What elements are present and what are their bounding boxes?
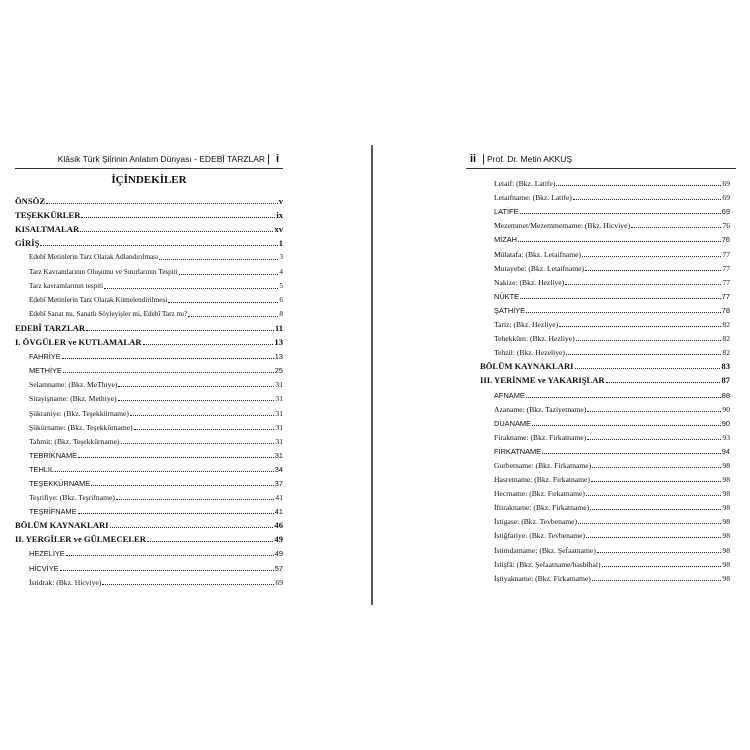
- toc-entry: [480, 498, 730, 512]
- dot-leader: [168, 302, 278, 303]
- dot-leader: [606, 382, 721, 383]
- toc-entry: [15, 502, 283, 516]
- toc-entry: [480, 329, 730, 343]
- toc-entry-label: LATİFE: [494, 207, 519, 217]
- dot-leader: [526, 312, 721, 313]
- toc-entry-label: İstişfâ: (Bkz. Şefaatname/hasbihal): [494, 559, 601, 569]
- dot-leader: [520, 213, 721, 214]
- dot-leader: [46, 203, 278, 204]
- toc-entry: [15, 418, 283, 432]
- toc-entry-label: Tehzil: (Bkz. Hezeliye): [494, 348, 565, 358]
- toc-entry-label: MİZAH: [494, 235, 517, 245]
- dot-leader: [104, 288, 278, 289]
- toc-entry-label: KISALTMALAR: [15, 224, 80, 235]
- toc-entry-label: Şükürname: (Bkz. Teşekkürname): [29, 422, 133, 432]
- toc-entry: [15, 488, 283, 502]
- toc-entry: [480, 287, 730, 301]
- toc-entry-label: Letaifname: (Bkz. Latife): [494, 193, 572, 203]
- dot-leader: [591, 481, 721, 482]
- dot-leader: [159, 259, 278, 260]
- toc-entry: [15, 319, 283, 333]
- dot-leader: [559, 326, 721, 327]
- toc-entry-label: Şükraniye: (Bkz. Teşekkürname): [29, 408, 129, 418]
- dot-leader: [575, 368, 721, 369]
- dot-leader: [130, 415, 274, 416]
- toc-entry-page: 98: [722, 531, 730, 541]
- toc-entry-page: ix: [276, 210, 283, 221]
- book-spine: [371, 145, 373, 605]
- toc-entry-page: 69: [722, 193, 730, 203]
- toc-entry-label: Tarz Kavramlarının Oluşumu ve Sınırlarının Tespiti: [29, 267, 178, 276]
- toc-entry-label: İstiğfariye: (Bkz. Tevbename): [494, 531, 586, 541]
- dot-leader: [40, 245, 277, 246]
- toc-entry-page: 77: [722, 277, 730, 287]
- dot-leader: [60, 570, 274, 571]
- toc-entry-page: 46: [274, 520, 283, 531]
- dot-leader: [55, 471, 274, 472]
- toc-entry-page: 82: [722, 348, 730, 358]
- toc-entry-page: 37: [274, 478, 283, 488]
- toc-entry-label: Mülatafa: (Bkz. Letaifname): [494, 249, 582, 259]
- dot-leader: [587, 411, 721, 412]
- dot-leader: [121, 443, 275, 444]
- toc-entry: [480, 484, 730, 498]
- toc-entry-label: Tehekküm: (Bkz. Hezliye): [494, 334, 575, 344]
- toc-entry-label: ÖNSÖZ: [15, 196, 46, 207]
- toc-entry-label: Selamname: (Bkz. MeThiye): [29, 380, 118, 390]
- left-header-rule: [15, 168, 283, 169]
- toc-entry-label: BÖLÜM KAYNAKLARI: [15, 520, 109, 531]
- toc-entry-label: Azaname: (Bkz. Taziyetname): [494, 404, 587, 414]
- toc-entry-label: METHİYE: [29, 366, 62, 376]
- dot-leader: [86, 330, 274, 331]
- toc-entry-page: 90: [722, 404, 730, 414]
- toc-entry-page: 94: [721, 446, 730, 456]
- dot-leader: [66, 555, 274, 556]
- toc-entry-page: 49: [274, 534, 283, 545]
- toc-entry: [15, 446, 283, 460]
- toc-entry-label: İstigase: (Bkz. Tevbename): [494, 517, 578, 527]
- toc-entry: [480, 456, 730, 470]
- dot-leader: [587, 439, 721, 440]
- toc-entry-label: DUANAME: [494, 418, 531, 428]
- toc-entry-label: Tarz kavramlarının tespiti: [29, 281, 104, 290]
- toc-entry-label: III. YERİNME ve YAKARIŞLAR: [480, 375, 605, 386]
- toc-entry: [480, 188, 730, 202]
- toc-entry: [480, 569, 730, 583]
- toc-entry-label: Nakize: (Bkz. Hezliye): [494, 277, 565, 287]
- toc-entry: [15, 516, 283, 530]
- toc-entry-page: 11: [274, 322, 283, 333]
- toc-entry: [480, 371, 730, 385]
- toc-entry-label: FAHRİYE: [29, 352, 61, 362]
- toc-entry-label: TEŞEKKÜRLER: [15, 210, 81, 221]
- dot-leader: [518, 241, 721, 242]
- toc-entry-page: 77: [722, 249, 730, 259]
- toc-entry-label: AFNAME: [494, 390, 525, 400]
- toc-entry: [480, 540, 730, 554]
- dot-leader: [566, 354, 721, 355]
- toc-entry: [480, 315, 730, 329]
- toc-entry-page: 31: [275, 394, 283, 404]
- dot-leader: [556, 185, 721, 186]
- dot-leader: [582, 256, 721, 257]
- toc-entry-page: 98: [722, 573, 730, 583]
- left-toc-list: [15, 192, 283, 587]
- toc-entry: [480, 357, 730, 371]
- toc-entry-label: HİCVİYE: [29, 563, 59, 573]
- toc-entry-page: 31: [275, 422, 283, 432]
- toc-entry-page: 88: [721, 390, 730, 400]
- toc-entry-page: 98: [722, 545, 730, 555]
- toc-entry-page: 25: [274, 366, 283, 376]
- toc-entry: [15, 361, 283, 375]
- toc-entry: [480, 230, 730, 244]
- toc-entry: [15, 305, 283, 319]
- toc-entry-label: TEBRİKNAME: [29, 450, 78, 460]
- toc-entry-label: II. YERGİLER ve GÜLMECELER: [15, 534, 146, 545]
- toc-entry-page: 69: [721, 207, 730, 217]
- toc-entry: [15, 573, 283, 587]
- toc-entry-page: 82: [722, 320, 730, 330]
- toc-entry-page: 77: [721, 291, 730, 301]
- toc-entry: [480, 442, 730, 456]
- toc-entry-page: 6: [279, 295, 283, 304]
- dot-leader: [573, 199, 722, 200]
- dot-leader: [118, 400, 275, 401]
- toc-entry-label: Teşrifiye: (Bkz. Teşrifname): [29, 493, 115, 503]
- dot-leader: [586, 537, 721, 538]
- dot-leader: [147, 541, 273, 542]
- toc-entry-label: İştiyakname: (Bkz. Firkatname): [494, 573, 591, 583]
- toc-entry-label: Hecrname: (Bkz. Fırkatname): [494, 489, 585, 499]
- toc-entry-label: EDEBÎ TARZLAR: [15, 322, 86, 333]
- toc-entry: [15, 192, 283, 206]
- author-name: Prof. Dr. Metin AKKUŞ: [486, 154, 573, 164]
- toc-entry-page: 5: [279, 281, 283, 290]
- dot-leader: [590, 509, 721, 510]
- toc-entry: [15, 558, 283, 572]
- dot-leader: [81, 217, 275, 218]
- toc-entry-page: 90: [721, 418, 730, 428]
- toc-entry: [15, 333, 283, 347]
- toc-entry-page: 3: [279, 253, 283, 262]
- toc-entry: [480, 259, 730, 273]
- toc-entry-label: İstidrak: (Bkz. Hicviye): [29, 577, 102, 587]
- toc-entry: [480, 526, 730, 540]
- toc-entry: [480, 470, 730, 484]
- toc-entry: [15, 403, 283, 417]
- toc-entry-label: ŞATHİYE: [494, 305, 526, 315]
- dot-leader: [585, 270, 721, 271]
- toc-entry-page: 76: [722, 221, 730, 231]
- toc-entry-page: 76: [721, 235, 730, 245]
- dot-leader: [143, 344, 274, 345]
- toc-entry-page: 31: [275, 408, 283, 418]
- toc-entry-label: TEŞRİFNAME: [29, 507, 77, 517]
- toc-entry-page: 69: [722, 179, 730, 189]
- toc-entry-page: 31: [274, 450, 283, 460]
- dot-leader: [592, 580, 722, 581]
- toc-entry: [15, 248, 283, 262]
- dot-leader: [565, 284, 721, 285]
- toc-entry: [15, 389, 283, 403]
- toc-entry-page: 8: [279, 309, 283, 318]
- toc-entry-label: Mutayebe: (Bkz. Letaifname): [494, 263, 585, 273]
- toc-entry-page: 83: [721, 361, 730, 372]
- toc-entry-label: TEŞEKKÜRNAME: [29, 478, 91, 488]
- toc-entry-label: BÖLÜM KAYNAKLARI: [480, 361, 574, 372]
- toc-entry-label: Edebî Metinlerin Tarz Olarak Kümelendirilmesi: [29, 295, 168, 304]
- toc-entry-label: Mezemmet/Mezemmetname: (Bkz. Hicviye): [494, 221, 631, 231]
- left-running-header: [15, 152, 283, 166]
- toc-entry-label: Tahmit: (Bkz. Teşekkürname): [29, 436, 120, 446]
- toc-entry-label: İstimdatname: (Bkz. Şefaatname): [494, 545, 596, 555]
- toc-entry-page: 78: [721, 305, 730, 315]
- toc-entry-page: 1: [278, 238, 283, 249]
- dot-leader: [576, 340, 722, 341]
- toc-entry: [480, 202, 730, 216]
- dot-leader: [586, 495, 722, 496]
- toc-entry-label: Edebî Metinlerin Tarz Olarak Adlandırılması: [29, 253, 159, 262]
- dot-leader: [118, 386, 274, 387]
- dot-leader: [578, 523, 721, 524]
- toc-entry: [480, 216, 730, 230]
- toc-entry-page: 98: [722, 503, 730, 513]
- toc-entry-page: 82: [722, 334, 730, 344]
- book-title: Klâsik Türk Şiirinin Anlatım Dünyası - EDEBÎ TARZLAR: [57, 154, 266, 164]
- toc-entry: [480, 385, 730, 399]
- dot-leader: [602, 566, 722, 567]
- toc-entry-label: Hasretname: (Bkz. Fırkatname): [494, 475, 590, 485]
- toc-entry-page: 98: [722, 460, 730, 470]
- toc-entry-page: 34: [274, 464, 283, 474]
- toc-entry-page: 4: [279, 267, 283, 276]
- header-separator: |: [482, 153, 485, 165]
- dot-leader: [80, 231, 273, 232]
- toc-entry: [480, 428, 730, 442]
- toc-entry-page: 13: [274, 352, 283, 362]
- toc-entry-page: v: [278, 196, 283, 207]
- toc-title: İÇİNDEKİLER: [111, 174, 187, 186]
- toc-entry-label: Edebî Sanat mı, Sanatlı Söyleyişler mi, Edebî Tarz mı?: [29, 309, 188, 318]
- toc-entry-page: 41: [274, 507, 283, 517]
- toc-entry-label: Sitayişname: (Bkz. Methiye): [29, 394, 117, 404]
- toc-entry-page: 49: [274, 549, 283, 559]
- dot-leader: [179, 274, 279, 275]
- right-header-rule: [466, 168, 736, 169]
- dot-leader: [116, 499, 275, 500]
- dot-leader: [532, 425, 721, 426]
- toc-entry-label: Firakname: (Bkz. Firkatname): [494, 432, 587, 442]
- dot-leader: [63, 372, 274, 373]
- toc-entry: [480, 301, 730, 315]
- dot-leader: [78, 457, 274, 458]
- toc-entry: [480, 512, 730, 526]
- right-running-header: [466, 152, 736, 166]
- toc-entry: [480, 555, 730, 569]
- toc-entry-page: 98: [722, 475, 730, 485]
- toc-entry: [480, 174, 730, 188]
- toc-entry-page: 93: [722, 432, 730, 442]
- toc-entry: [480, 343, 730, 357]
- toc-entry-label: GİRİŞ: [15, 238, 40, 249]
- toc-entry: [15, 375, 283, 389]
- toc-entry-label: HEZELİYE: [29, 549, 65, 559]
- dot-leader: [78, 513, 274, 514]
- left-page-number: i: [275, 153, 279, 165]
- toc-entry-label: FİRKATNAME: [494, 446, 542, 456]
- dot-leader: [597, 552, 722, 553]
- toc-entry: [15, 347, 283, 361]
- toc-entry-label: İftirakname: (Bkz. Firkatname): [494, 503, 590, 513]
- left-page: [0, 0, 372, 750]
- toc-entry: [480, 244, 730, 258]
- toc-entry-page: 98: [722, 559, 730, 569]
- toc-entry-label: Letaif: (Bkz. Latife): [494, 179, 556, 189]
- dot-leader: [520, 298, 721, 299]
- toc-entry-page: 13: [274, 337, 283, 348]
- toc-entry-label: TEHLİL: [29, 464, 55, 474]
- dot-leader: [102, 584, 274, 585]
- dot-leader: [526, 397, 721, 398]
- toc-entry-label: I. ÖVGÜLER ve KUTLAMALAR: [15, 337, 142, 348]
- toc-entry-page: 31: [275, 380, 283, 390]
- right-page-number: ii: [470, 153, 477, 165]
- toc-entry-page: 57: [274, 563, 283, 573]
- dot-leader: [110, 527, 274, 528]
- toc-entry: [480, 273, 730, 287]
- toc-entry-page: 87: [721, 375, 730, 386]
- toc-entry: [15, 291, 283, 305]
- dot-leader: [542, 453, 721, 454]
- dot-leader: [134, 429, 275, 430]
- dot-leader: [592, 467, 721, 468]
- toc-entry: [15, 474, 283, 488]
- toc-entry: [15, 206, 283, 220]
- toc-entry: [15, 460, 283, 474]
- toc-entry: [15, 220, 283, 234]
- dot-leader: [188, 316, 278, 317]
- toc-entry-page: 98: [722, 517, 730, 527]
- toc-entry-label: Tariz: (Bkz. Hezliye): [494, 320, 559, 330]
- toc-entry: [15, 234, 283, 248]
- toc-entry: [15, 277, 283, 291]
- dot-leader: [631, 227, 721, 228]
- toc-entry-page: 41: [275, 493, 283, 503]
- toc-entry: [15, 432, 283, 446]
- toc-entry: [15, 530, 283, 544]
- toc-entry-page: xv: [274, 224, 283, 235]
- dot-leader: [91, 485, 274, 486]
- dot-leader: [62, 358, 274, 359]
- toc-entry: [480, 400, 730, 414]
- toc-entry-label: NÜKTE: [494, 291, 520, 301]
- toc-entry-label: Gurbetname: (Bkz. Firkatname): [494, 460, 592, 470]
- toc-entry-page: 69: [275, 577, 283, 587]
- toc-entry: [15, 544, 283, 558]
- toc-entry: [480, 414, 730, 428]
- header-separator: |: [267, 153, 270, 165]
- right-toc-list: [480, 174, 730, 583]
- toc-entry-page: 77: [722, 263, 730, 273]
- toc-entry-page: 31: [275, 436, 283, 446]
- toc-entry-page: 98: [722, 489, 730, 499]
- toc-entry: [15, 262, 283, 276]
